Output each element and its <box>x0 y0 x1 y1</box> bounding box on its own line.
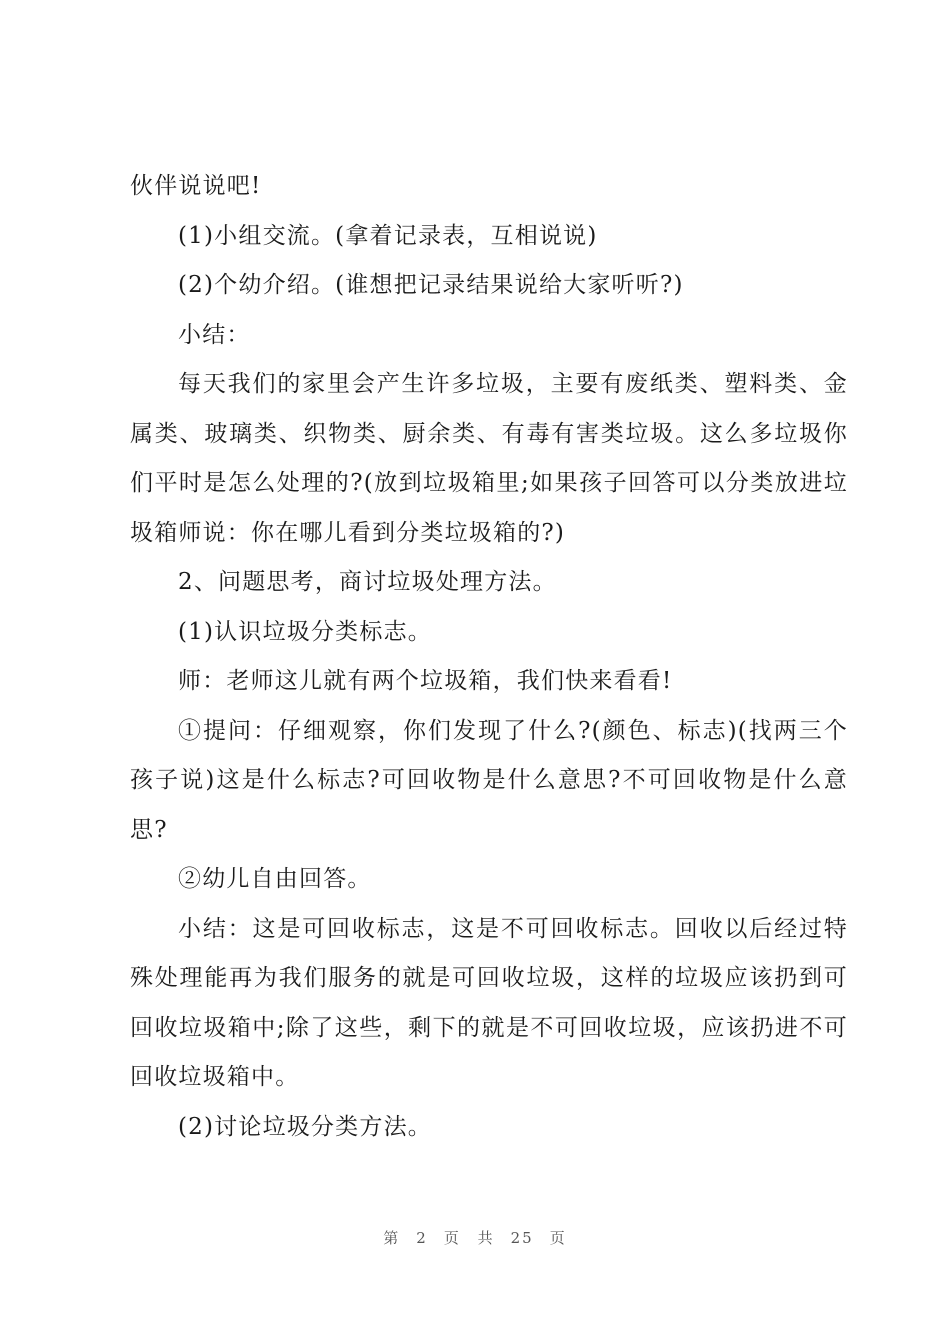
paragraph-9: ①提问：仔细观察，你们发现了什么?(颜色、标志)(找两三个孩子说)这是什么标志?可回收物是什么意思?不可回收物是什么意思? <box>130 717 848 843</box>
paragraph-2: (1)小组交流。(拿着记录表，互相说说) <box>178 222 598 249</box>
paragraph-11: 小结：这是可回收标志，这是不可回收标志。回收以后经过特殊处理能再为我们服务的就是可回收垃圾，这样的垃圾应该扔到可回收垃圾箱中;除了这些，剩下的就是不可回收垃圾，应该扔进不可回收垃圾箱中。 <box>130 915 848 1090</box>
footer-current-page: 2 <box>416 1229 428 1247</box>
paragraph-6: 2、问题思考，商讨垃圾处理方法。 <box>178 569 557 595</box>
page-footer <box>0 1227 950 1248</box>
document-body <box>130 162 848 1152</box>
paragraph-4: 小结： <box>178 321 251 348</box>
paragraph-3: (2)个幼介绍。(谁想把记录结果说给大家听听?) <box>178 272 684 298</box>
paragraph-7: (1)认识垃圾分类标志。 <box>178 618 432 645</box>
paragraph-1: 伙伴说说吧! <box>130 173 262 199</box>
paragraph-8: 师：老师这儿就有两个垃圾箱，我们快来看看! <box>178 668 673 694</box>
footer-label-end: 页 <box>549 1229 567 1247</box>
footer-total-pages: 25 <box>510 1229 534 1247</box>
footer-label-of: 页 共 <box>443 1229 495 1247</box>
paragraph-10: ②幼儿自由回答。 <box>178 866 372 892</box>
paragraph-12: (2)讨论垃圾分类方法。 <box>178 1113 432 1140</box>
paragraph-5: 每天我们的家里会产生许多垃圾，主要有废纸类、塑料类、金属类、玻璃类、织物类、厨余类、有毒有害类垃圾。这么多垃圾你们平时是怎么处理的?(放到垃圾箱里;如果孩子回答可以分类放进垃圾箱师说：你在哪儿看到分类垃圾箱的?) <box>130 371 848 546</box>
footer-label-page: 第 <box>383 1229 401 1247</box>
